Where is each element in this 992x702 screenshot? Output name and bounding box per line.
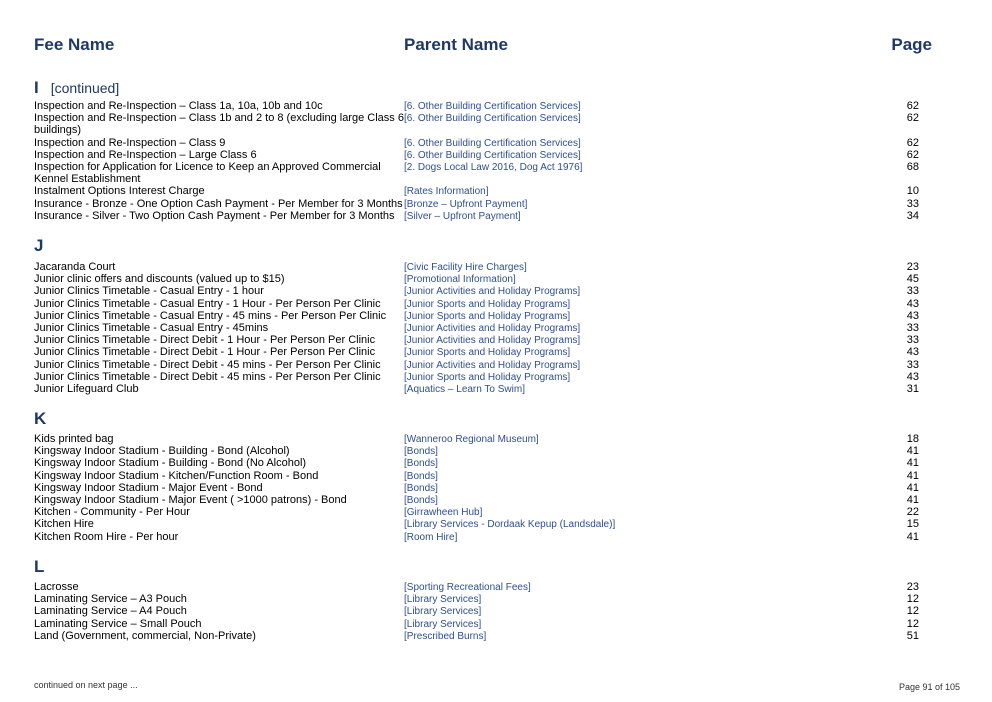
parent-name-link[interactable]: [Prescribed Burns] — [404, 630, 487, 642]
parent-name-link[interactable]: [Bonds] — [404, 482, 438, 494]
index-row — [34, 445, 919, 457]
fee-name: Kids printed bag — [34, 433, 114, 445]
index-row — [34, 457, 919, 469]
section-rows — [34, 261, 919, 395]
section-letter-text: L — [34, 557, 45, 576]
parent-name-link[interactable]: [Bonds] — [404, 446, 438, 458]
fee-name: Junior Clinics Timetable - Direct Debit - 45 mins - Per Person Per Clinic — [34, 370, 381, 383]
parent-name-link[interactable]: [Junior Activities and Holiday Programs] — [404, 335, 581, 347]
parent-name-link[interactable]: [6. Other Building Certification Services] — [404, 101, 581, 112]
index-row — [34, 334, 919, 346]
page-number: 41 — [906, 481, 919, 494]
index-row — [34, 506, 919, 518]
fee-name: Kitchen - Community - Per Hour — [34, 506, 190, 519]
page-number: 41 — [906, 469, 919, 482]
parent-name-link[interactable]: [Bonds] — [404, 470, 438, 482]
parent-name-link[interactable]: [Junior Sports and Holiday Programs] — [404, 371, 571, 383]
page-number: 18 — [906, 433, 919, 445]
parent-name-link[interactable]: [6. Other Building Certification Services] — [404, 149, 581, 161]
page-number: 62 — [906, 148, 919, 161]
parent-name-link[interactable]: [6. Other Building Certification Services] — [404, 113, 581, 125]
header-page: Page — [891, 35, 932, 54]
parent-name-link[interactable]: [Wanneroo Regional Museum] — [404, 434, 539, 445]
index-row — [34, 371, 919, 383]
page-number: 22 — [906, 506, 919, 519]
parent-name-link[interactable]: [Sporting Recreational Fees] — [404, 582, 531, 593]
index-row — [34, 359, 919, 371]
section-rows — [34, 433, 919, 543]
index-row — [34, 494, 919, 506]
page-number: 51 — [906, 629, 919, 642]
page-number: 33 — [906, 285, 919, 298]
index-row — [34, 482, 919, 494]
fee-name: Inspection and Re-Inspection – Class 1a, 10a, 10b and 10c — [34, 100, 323, 112]
fee-name: Inspection and Re-Inspection – Large Class 6 — [34, 148, 257, 161]
parent-name-link[interactable]: [Junior Sports and Holiday Programs] — [404, 298, 571, 310]
fee-name: Junior clinic offers and discounts (valued up to $15) — [34, 273, 285, 286]
parent-name-link[interactable]: [Library Services] — [404, 618, 482, 630]
section-letter-text: I — [34, 78, 39, 97]
parent-name-link[interactable]: [Library Services] — [404, 594, 482, 606]
fee-name: Laminating Service – A4 Pouch — [34, 605, 187, 618]
index-row — [34, 161, 919, 185]
footer-page-number: Page 91 of 105 — [898, 682, 960, 692]
parent-name-link[interactable]: [Junior Sports and Holiday Programs] — [404, 310, 571, 322]
fee-name: Insurance - Silver - Two Option Cash Payment - Per Member for 3 Months — [34, 209, 395, 222]
section-continued: [continued] — [50, 80, 120, 96]
footer-continued: continued on next page ... — [34, 680, 138, 690]
fee-name: Laminating Service – A3 Pouch — [34, 593, 187, 606]
index-row — [34, 185, 919, 197]
index-row — [34, 433, 919, 445]
fee-name: Land (Government, commercial, Non-Private) — [34, 629, 256, 642]
index-row — [34, 310, 919, 322]
parent-name-link[interactable]: [2. Dogs Local Law 2016, Dog Act 1976] — [404, 162, 583, 174]
page-number: 62 — [906, 136, 919, 149]
page-number: 33 — [906, 322, 919, 335]
fee-name: Kingsway Indoor Stadium - Kitchen/Function Room - Bond — [34, 469, 319, 482]
page-number: 23 — [906, 581, 919, 593]
page-number: 10 — [906, 185, 919, 198]
fee-name: Insurance - Bronze - One Option Cash Payment - Per Member for 3 Months — [34, 197, 403, 210]
section-letter — [34, 557, 44, 577]
page-number: 23 — [906, 261, 919, 273]
page-number: 41 — [906, 445, 919, 458]
fee-name: Jacaranda Court — [34, 261, 116, 273]
index-row — [34, 630, 919, 642]
fee-name: Kitchen Hire — [34, 518, 94, 531]
page-number: 33 — [906, 358, 919, 371]
index-row — [34, 322, 919, 334]
fee-name: Junior Clinics Timetable - Casual Entry - 1 hour — [34, 285, 264, 298]
fee-name: Kitchen Room Hire - Per hour — [34, 530, 179, 543]
fee-name: Inspection and Re-Inspection – Class 9 — [34, 136, 226, 149]
fee-name: Kingsway Indoor Stadium - Building - Bond (No Alcohol) — [34, 457, 307, 470]
index-row — [34, 198, 919, 210]
index-row — [34, 470, 919, 482]
fee-name: Junior Clinics Timetable - Direct Debit - 1 Hour - Per Person Per Clinic — [34, 346, 376, 359]
index-row — [34, 210, 919, 222]
index-row — [34, 298, 919, 310]
fee-name: Laminating Service – Small Pouch — [34, 617, 202, 630]
section-letter — [34, 78, 119, 98]
parent-name-link[interactable]: [6. Other Building Certification Services] — [404, 137, 581, 149]
fee-name: Junior Lifeguard Club — [34, 383, 139, 396]
section-letter — [34, 236, 43, 256]
parent-name-link[interactable]: [Library Services] — [404, 606, 482, 618]
page-number: 62 — [906, 100, 919, 112]
page-number: 43 — [906, 370, 919, 383]
page-number: 41 — [906, 457, 919, 470]
parent-name-link[interactable]: [Rates Information] — [404, 186, 489, 198]
page-number: 34 — [906, 209, 919, 222]
parent-name-link[interactable]: [Aquatics – Learn To Swim] — [404, 384, 525, 396]
index-row — [34, 149, 919, 161]
fee-name: Junior Clinics Timetable - Casual Entry - 45 mins - Per Person Per Clinic — [34, 309, 387, 322]
page-number: 33 — [906, 334, 919, 347]
parent-name-link[interactable]: [Civic Facility Hire Charges] — [404, 262, 527, 273]
page-number: 12 — [906, 593, 919, 606]
section-letter-text: J — [34, 236, 44, 255]
page-number: 12 — [906, 617, 919, 630]
header-fee-name: Fee Name — [34, 35, 115, 54]
index-row — [34, 531, 919, 543]
parent-name-link[interactable]: [Bonds] — [404, 458, 438, 470]
parent-name-link[interactable]: [Girrawheen Hub] — [404, 507, 483, 519]
page-number: 31 — [906, 383, 919, 396]
fee-name: Inspection and Re-Inspection – Class 1b and 2 to 8 (excluding large Class 6 buildings) — [34, 112, 404, 137]
header-parent-name: Parent Name — [404, 35, 508, 54]
section-rows — [34, 581, 919, 642]
page-number: 33 — [906, 197, 919, 210]
index-row — [34, 285, 919, 297]
fee-name: Kingsway Indoor Stadium - Major Event ( >1000 patrons) - Bond — [34, 494, 347, 507]
page-number: 43 — [906, 346, 919, 359]
page-number: 62 — [906, 112, 919, 125]
fee-name: Junior Clinics Timetable - Direct Debit - 45 mins - Per Person Per Clinic — [34, 358, 381, 371]
parent-name-link[interactable]: [Junior Activities and Holiday Programs] — [404, 323, 581, 335]
index-row — [34, 261, 919, 273]
index-row — [34, 605, 919, 617]
index-row — [34, 346, 919, 358]
page-number: 15 — [906, 518, 919, 531]
section-letter — [34, 409, 46, 429]
fee-name: Instalment Options Interest Charge — [34, 185, 205, 198]
fee-name: Kingsway Indoor Stadium - Building - Bond (Alcohol) — [34, 445, 290, 458]
page-number: 12 — [906, 605, 919, 618]
section-rows — [34, 100, 919, 222]
index-row — [34, 618, 919, 630]
parent-name-link[interactable]: [Junior Activities and Holiday Programs] — [404, 286, 581, 298]
parent-name-link[interactable]: [Library Services - Dordaak Kepup (Landsdale)] — [404, 519, 616, 531]
index-row — [34, 137, 919, 149]
parent-name-link[interactable]: [Promotional Information] — [404, 274, 516, 286]
page-number: 68 — [906, 161, 919, 174]
parent-name-link[interactable]: [Junior Sports and Holiday Programs] — [404, 347, 571, 359]
index-row — [34, 112, 919, 136]
parent-name-link[interactable]: [Silver – Upfront Payment] — [404, 210, 521, 222]
page-number: 45 — [906, 273, 919, 286]
index-row — [34, 383, 919, 395]
section-letter-text: K — [34, 409, 47, 428]
page-number: 43 — [906, 309, 919, 322]
index-row — [34, 100, 919, 112]
index-row — [34, 273, 919, 285]
fee-name: Junior Clinics Timetable - Direct Debit - 1 Hour - Per Person Per Clinic — [34, 334, 376, 347]
parent-name-link[interactable]: [Bronze – Upfront Payment] — [404, 198, 528, 210]
parent-name-link[interactable]: [Junior Activities and Holiday Programs] — [404, 359, 581, 371]
page-number: 41 — [906, 494, 919, 507]
fee-name: Lacrosse — [34, 581, 79, 593]
fee-name: Junior Clinics Timetable - Casual Entry - 1 Hour - Per Person Per Clinic — [34, 297, 381, 310]
index-row — [34, 581, 919, 593]
fee-name: Inspection for Application for Licence to Keep an Approved Commercial Kennel Establishment — [34, 161, 381, 186]
page-number: 41 — [906, 530, 919, 543]
parent-name-link[interactable]: [Room Hire] — [404, 531, 458, 543]
index-row — [34, 518, 919, 530]
parent-name-link[interactable]: [Bonds] — [404, 495, 438, 507]
fee-name: Junior Clinics Timetable - Casual Entry - 45mins — [34, 322, 269, 335]
index-row — [34, 593, 919, 605]
page-number: 43 — [906, 297, 919, 310]
fee-name: Kingsway Indoor Stadium - Major Event - Bond — [34, 481, 263, 494]
